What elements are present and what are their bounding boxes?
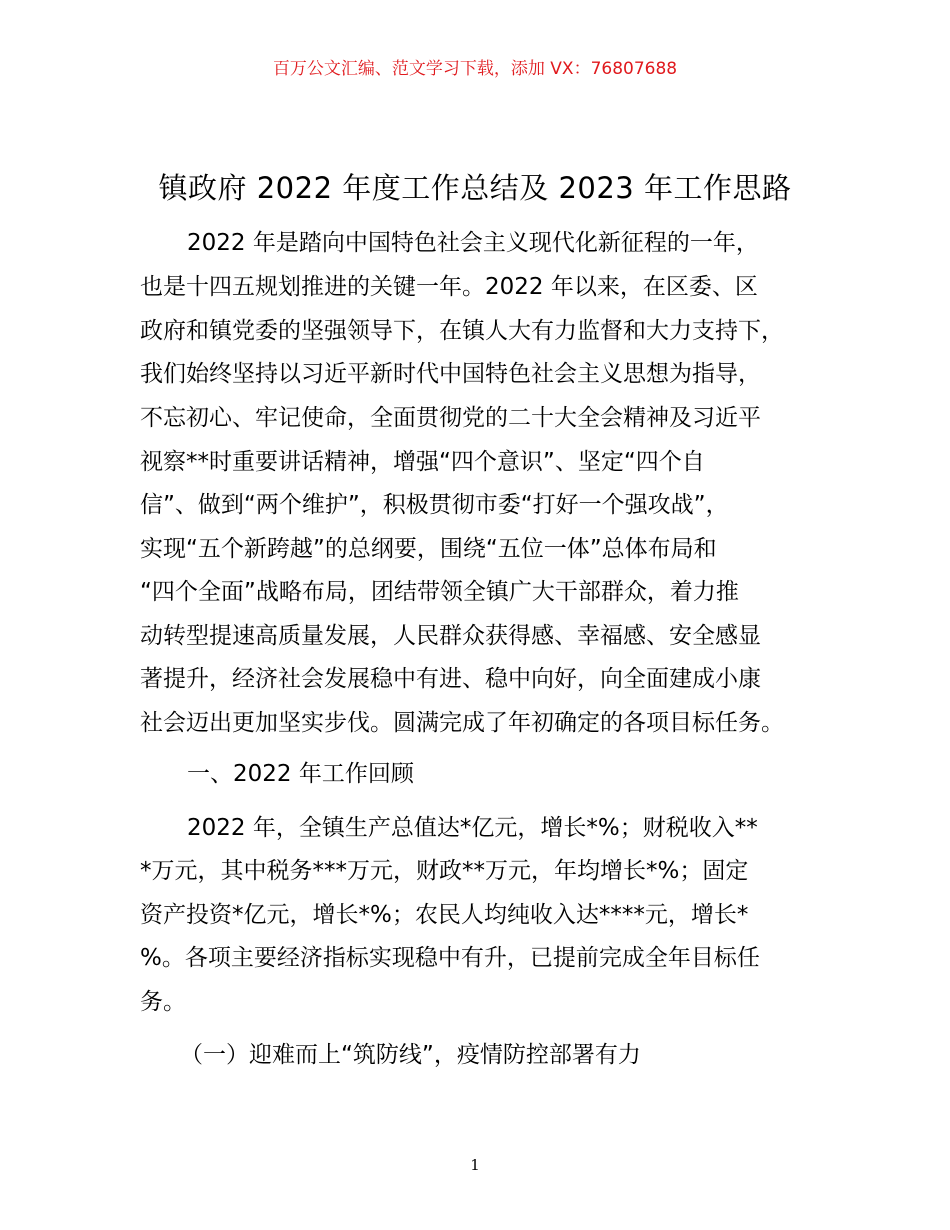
paragraph-line: 信”、做到“两个维护”，积极贯彻市委“打好一个强攻战”， [140, 492, 729, 518]
paragraph-line: %。各项主要经济指标实现稳中有升，已提前完成全年目标任 [140, 945, 760, 971]
paragraph-line: 不忘初心、牢记使命，全面贯彻党的二十大全会精神及习近平 [140, 405, 761, 431]
paragraph-line: 政府和镇党委的坚强领导下，在镇人大有力监督和大力支持下， [140, 318, 784, 344]
paragraph-line: 著提升，经济社会发展稳中有进、稳中向好，向全面建成小康 [140, 666, 761, 692]
paragraph-line: 资产投资*亿元，增长*%；农民人均纯收入达****元，增长* [140, 902, 749, 928]
paragraph-line: 也是十四五规划推进的关键一年。2022 年以来，在区委、区 [140, 274, 758, 300]
paragraph-line: 2022 年是踏向中国特色社会主义现代化新征程的一年， [187, 230, 759, 256]
section-heading: 一、2022 年工作回顾 [187, 761, 414, 787]
subsection-heading: （一）迎难而上“筑防线”，疫情防控部署有力 [180, 1042, 641, 1068]
paragraph-line: 社会迈出更加坚实步伐。圆满完成了年初确定的各项目标任务。 [140, 710, 784, 736]
paragraph-line: *万元，其中税务***万元，财政**万元，年均增长*%；固定 [140, 858, 749, 884]
paragraph-line: 我们始终坚持以习近平新时代中国特色社会主义思想为指导， [140, 361, 761, 387]
promo-banner: 百万公文汇编、范文学习下载，添加 VX：76807688 [272, 59, 678, 79]
paragraph-line: 动转型提速高质量发展，人民群众获得感、幸福感、安全感显 [140, 623, 761, 649]
paragraph-line: 实现“五个新跨越”的总纲要，围绕“五位一体”总体布局和 [140, 536, 717, 562]
paragraph-line: 务。 [140, 989, 186, 1015]
paragraph-line: “四个全面”战略布局，团结带领全镇广大干部群众，着力推 [140, 579, 739, 605]
paragraph-line: 2022 年，全镇生产总值达*亿元，增长*%；财税收入** [187, 815, 758, 841]
paragraph-line: 视察**时重要讲话精神，增强“四个意识”、坚定“四个自 [140, 449, 705, 475]
page-number: 1 [470, 1156, 480, 1174]
document-title: 镇政府 2022 年度工作总结及 2023 年工作思路 [158, 171, 792, 205]
